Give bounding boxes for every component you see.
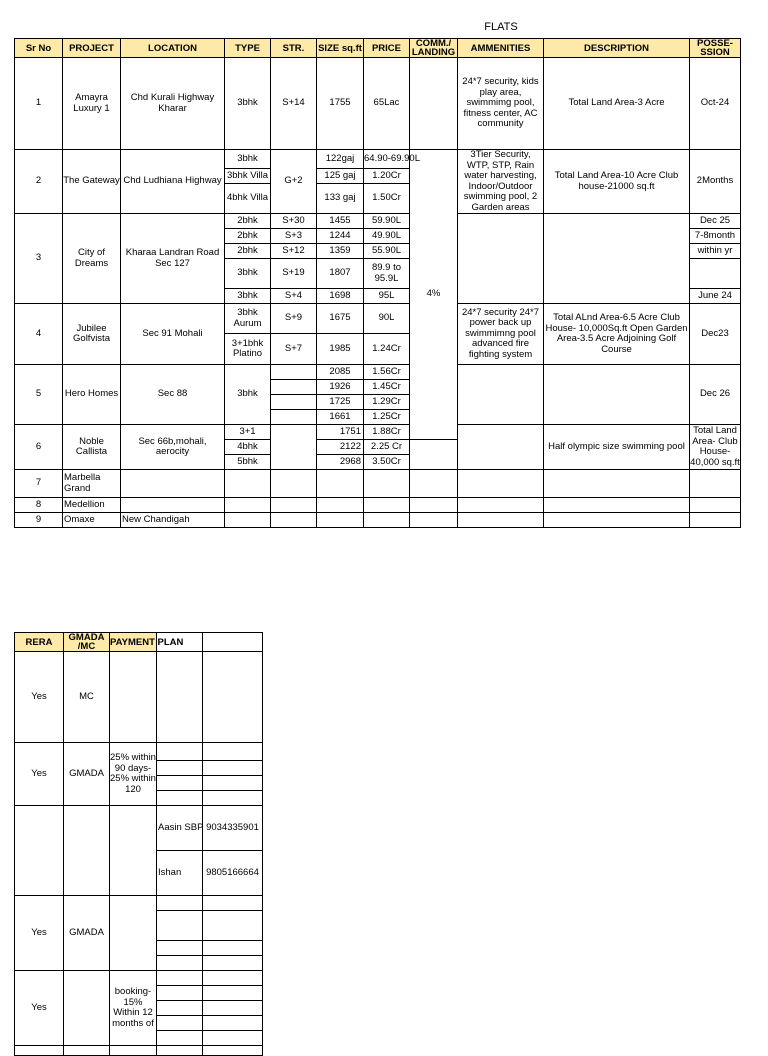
size: 2968 <box>317 455 364 470</box>
header-cell: TYPE <box>225 39 271 58</box>
structure: S+4 <box>271 289 317 304</box>
header-cell: PROJECT <box>63 39 121 58</box>
size: 1985 <box>317 334 364 365</box>
commission <box>458 425 544 470</box>
amenities: 24*7 security, kids play area, swimmimg pool, fitness center, AC community <box>458 58 544 150</box>
header-cell: GMADA /MC <box>64 633 110 652</box>
table-row <box>15 743 263 761</box>
structure: S+7 <box>271 334 317 365</box>
size: 133 gaj <box>317 184 364 214</box>
table-row <box>15 652 263 743</box>
size: 1807 <box>317 259 364 289</box>
table-row <box>15 58 741 150</box>
project-name: Marbella Grand <box>63 470 121 498</box>
price: 2.25 Cr <box>364 440 410 455</box>
structure <box>271 365 317 380</box>
unit-type: 3bhk <box>225 259 271 289</box>
table-row <box>15 425 741 440</box>
structure <box>271 395 317 410</box>
price: 1.29Cr <box>364 395 410 410</box>
possession: Dec 25 <box>690 214 741 229</box>
header-cell: DESCRIPTION <box>544 39 690 58</box>
description <box>544 365 690 425</box>
unit-type: 3+1 <box>225 425 271 440</box>
project-name: Noble Callista <box>63 425 121 470</box>
sr-no: 2 <box>15 150 63 214</box>
price: 65Lac <box>364 58 410 150</box>
sr-no: 6 <box>15 425 63 470</box>
commission <box>410 58 458 150</box>
possession: Dec23 <box>690 304 741 365</box>
table-row <box>15 971 263 986</box>
location: New Chandigah <box>121 513 225 528</box>
description <box>544 214 690 304</box>
price: 59.90L <box>364 214 410 229</box>
payment-plan: 25% within 90 days- 25% within 120 <box>110 743 157 806</box>
size: 1698 <box>317 289 364 304</box>
size: 1675 <box>317 304 364 334</box>
price: 89.9 to 95.9L <box>364 259 410 289</box>
sr-no: 3 <box>15 214 63 304</box>
header-cell: AMMENITIES <box>458 39 544 58</box>
size: 1661 <box>317 410 364 425</box>
size: 1755 <box>317 58 364 150</box>
unit-type: 2bhk <box>225 214 271 229</box>
unit-type: 3bhk <box>225 289 271 304</box>
price: 95L <box>364 289 410 304</box>
possession: Oct-24 <box>690 58 741 150</box>
price: 64.90-69.90L <box>364 150 410 169</box>
sr-no: 8 <box>15 498 63 513</box>
size: 1244 <box>317 229 364 244</box>
possession: within yr <box>690 244 741 259</box>
price: 1.45Cr <box>364 380 410 395</box>
amenities: Half olympic size swimming pool <box>544 425 690 470</box>
unit-type: 3bhk <box>225 58 271 150</box>
amenities: 3Tier Security, WTP, STP, Rain water harvesting, Indoor/Outdoor swimming pool, 2 Garden areas <box>458 150 544 214</box>
price: 1.56Cr <box>364 365 410 380</box>
rera-table <box>14 632 263 1056</box>
table-row <box>15 806 263 851</box>
price: 3.50Cr <box>364 455 410 470</box>
price: 90L <box>364 304 410 334</box>
sr-no: 1 <box>15 58 63 150</box>
rera-status: Yes <box>15 652 64 743</box>
price: 49.90L <box>364 229 410 244</box>
project-name: Medellion <box>63 498 121 513</box>
sr-no: 9 <box>15 513 63 528</box>
unit-type: 3bhk Villa <box>225 169 271 184</box>
table-row <box>15 304 741 334</box>
header-cell: COMM./ LANDING <box>410 39 458 58</box>
flats-table <box>14 38 741 528</box>
structure: G+2 <box>271 150 317 214</box>
price: 1.24Cr <box>364 334 410 365</box>
header-row <box>15 633 263 652</box>
authority: GMADA <box>64 743 110 806</box>
header-cell: RERA <box>15 633 64 652</box>
project-name: City of Dreams <box>63 214 121 304</box>
header-cell: Sr No <box>15 39 63 58</box>
amenities: 24*7 security 24*7 power back up swimmimng pool advanced fire fighting system <box>458 304 544 365</box>
amenities <box>458 365 544 425</box>
rera-status: Yes <box>15 896 64 971</box>
possession <box>690 259 741 289</box>
table-row <box>15 498 741 513</box>
location: Sec 66b,mohali, aerocity <box>121 425 225 470</box>
table-row <box>15 513 741 528</box>
header-cell: PRICE <box>364 39 410 58</box>
header-cell: LOCATION <box>121 39 225 58</box>
structure: S+14 <box>271 58 317 150</box>
unit-type: 3bhk Aurum <box>225 304 271 334</box>
contact-name: Aasin SBP <box>157 806 203 851</box>
possession: 7-8month <box>690 229 741 244</box>
unit-type: 3bhk <box>225 150 271 169</box>
contact-phone: 9034335901 <box>203 806 263 851</box>
size: 1751 <box>317 425 364 440</box>
project-name: Jubilee Golfvista <box>63 304 121 365</box>
contact-name: Ishan <box>157 851 203 896</box>
location: Sec 91 Mohali <box>121 304 225 365</box>
sr-no: 4 <box>15 304 63 365</box>
unit-type: 5bhk <box>225 455 271 470</box>
location: Sec 88 <box>121 365 225 425</box>
size: 1455 <box>317 214 364 229</box>
contact-phone: 9805166664 <box>203 851 263 896</box>
structure: S+3 <box>271 229 317 244</box>
size: 1359 <box>317 244 364 259</box>
project-name: Hero Homes <box>63 365 121 425</box>
sr-no: 7 <box>15 470 63 498</box>
description: Total Land Area- Club House-40,000 sq.ft <box>690 425 740 468</box>
size: 125 gaj <box>317 169 364 184</box>
location: Chd Kurali Highway Kharar <box>121 58 225 150</box>
header-cell: POSSE- SSION <box>690 39 741 58</box>
header-cell: SIZE sq.ft <box>317 39 364 58</box>
size: 2122 <box>317 440 364 455</box>
description: Total ALnd Area-6.5 Acre Club House- 10,000Sq.ft Open Garden Area-3.5 Acre Adjoining Golf Course <box>544 304 690 365</box>
price: 1.50Cr <box>364 184 410 214</box>
rera-status: Yes <box>15 743 64 806</box>
header-cell: STR. <box>271 39 317 58</box>
commission: 4% <box>410 150 458 440</box>
unit-type: 2bhk <box>225 244 271 259</box>
unit-type: 2bhk <box>225 229 271 244</box>
size: 2085 <box>317 365 364 380</box>
possession: 2Months <box>690 150 741 214</box>
table-row <box>15 214 741 229</box>
table-row <box>15 365 741 380</box>
location: Chd Ludhiana Highway <box>121 150 225 214</box>
price: 55.90L <box>364 244 410 259</box>
authority: MC <box>64 652 110 743</box>
unit-type: 3bhk <box>225 365 271 425</box>
structure <box>271 425 317 470</box>
header-row <box>15 39 741 58</box>
table-row <box>15 470 741 498</box>
project-name: The Gateway <box>63 150 121 214</box>
project-name: Omaxe <box>63 513 121 528</box>
possession: June 24 <box>690 289 741 304</box>
location: Kharaa Landran Road Sec 127 <box>121 214 225 304</box>
authority: GMADA <box>64 896 110 971</box>
structure <box>271 380 317 395</box>
project-name: Amayra Luxury 1 <box>63 58 121 150</box>
table-row <box>15 150 741 169</box>
description: Total Land Area-10 Acre Club house-21000 sq.ft <box>544 150 690 214</box>
possession: Dec 26 <box>690 365 741 425</box>
size: 1725 <box>317 395 364 410</box>
sr-no: 5 <box>15 365 63 425</box>
structure <box>271 410 317 425</box>
sheet-title: FLATS <box>484 21 518 33</box>
price: 1.88Cr <box>364 425 410 440</box>
size: 122gaj <box>317 150 364 169</box>
payment-plan: booking- 15% Within 12 months of <box>110 971 157 1046</box>
price: 1.25Cr <box>364 410 410 425</box>
structure: S+30 <box>271 214 317 229</box>
rera-status: Yes <box>15 971 64 1046</box>
structure: S+9 <box>271 304 317 334</box>
description: Total Land Area-3 Acre <box>544 58 690 150</box>
unit-type: 3+1bhk Platino <box>225 334 271 365</box>
size: 1926 <box>317 380 364 395</box>
price: 1.20Cr <box>364 169 410 184</box>
unit-type: 4bhk Villa <box>225 184 271 214</box>
table-row <box>15 896 263 911</box>
amenities <box>458 214 544 304</box>
unit-type: 4bhk <box>225 440 271 455</box>
header-cell: PAYMENT PLAN <box>110 633 157 652</box>
structure: S+19 <box>271 259 317 289</box>
structure: S+12 <box>271 244 317 259</box>
